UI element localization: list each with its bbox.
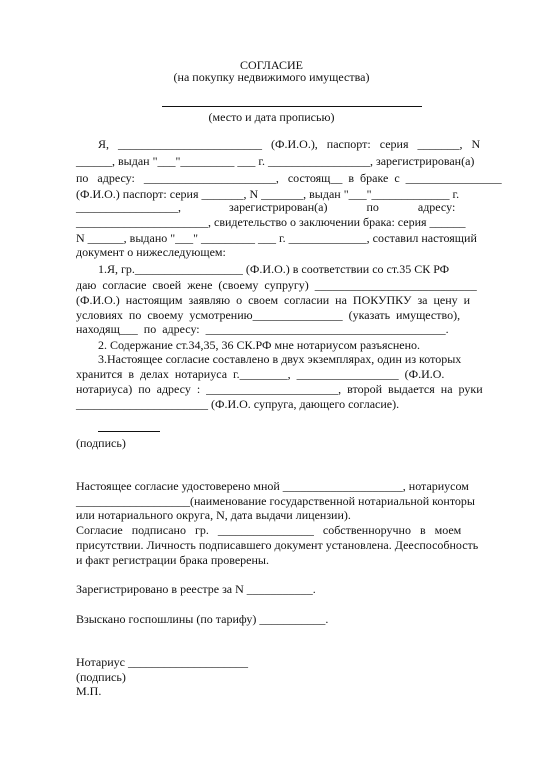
clause-1-line: условиях по своему усмотрению_______________ (указать имущество), [76, 308, 461, 322]
certification-line: Настоящее согласие удостоверено мной ____________________, нотариусом [76, 479, 469, 493]
clause-3-line: хранится в делах нотариуса г.________, _________________ (Ф.И.О. [76, 367, 445, 381]
notary-signature-caption: (подпись) [76, 670, 126, 684]
intro-line: документ о нижеследующем: [76, 245, 226, 259]
clause-2: 2. Содержание ст.34,35, 36 СК.РФ мне нотариусом разъяснено. [98, 338, 421, 352]
seal-placeholder: М.П. [76, 684, 102, 698]
intro-line: N ______, выдано "___" _________ ___ г. _____________, составил настоящий [76, 231, 477, 245]
place-date-caption: (место и дата прописью) [208, 110, 335, 124]
signature-line [98, 431, 160, 432]
certification-line: ___________________(наименование государственной нотариальной конторы [76, 494, 475, 508]
intro-line: (Ф.И.О.) паспорт: серия _______, N _______, выдан "___"_____________ г. [76, 187, 460, 201]
intro-line: ______, выдан "___"_________ ___ г. _________________, зарегистрирован(а) [76, 154, 475, 168]
certification-line: или нотариального округа, N, дата выдачи лицензии). [76, 508, 351, 522]
clause-1-line: находящ___ по адресу: ________________________________________. [76, 322, 449, 336]
intro-line: _________________, зарегистрирован(а) по адресу: [76, 200, 456, 214]
clause-1-line: 1.Я, гр.__________________ (Ф.И.О.) в соответствии со ст.35 СК РФ [98, 262, 450, 276]
document-subtitle: (на покупку недвижимого имущества) [173, 70, 370, 84]
intro-line: Я, ________________________ (Ф.И.О.), паспорт: серия _______, N [98, 137, 481, 151]
registry-entry: Зарегистрировано в реестре за N ___________. [76, 582, 316, 596]
clause-3-line: нотариуса) по адресу : ______________________, второй выдается на руки [76, 382, 483, 396]
clause-3-line: ______________________ (Ф.И.О. супруга, дающего согласие). [76, 397, 400, 411]
document-title: СОГЛАСИЕ [240, 58, 303, 72]
notary-line: Нотариус ____________________ [76, 655, 248, 669]
signature-caption: (подпись) [76, 436, 126, 450]
certification-line: присутствии. Личность подписавшего документ установлена. Дееспособность [76, 538, 479, 552]
certification-line: и факт регистрации брака проверены. [76, 553, 269, 567]
clause-3-line: 3.Настоящее согласие составлено в двух экземплярах, один из которых [98, 352, 462, 366]
state-fee: Взыскано госпошлины (по тарифу) ___________. [76, 612, 329, 626]
clause-1-line: даю согласие своей жене (своему супругу) ___________________________ [76, 278, 477, 292]
certification-line: Согласие подписано гр. ________________ собственноручно в моем [76, 523, 462, 537]
place-date-line [162, 106, 422, 107]
clause-1-line: (Ф.И.О.) настоящим заявляю о своем согласии на ПОКУПКУ за цену и [76, 293, 471, 307]
intro-line: по адресу: ______________________, состоящ__ в браке с ________________ [76, 171, 502, 185]
intro-line: ______________________, свидетельство о заключении брака: серия ______ [76, 215, 466, 229]
